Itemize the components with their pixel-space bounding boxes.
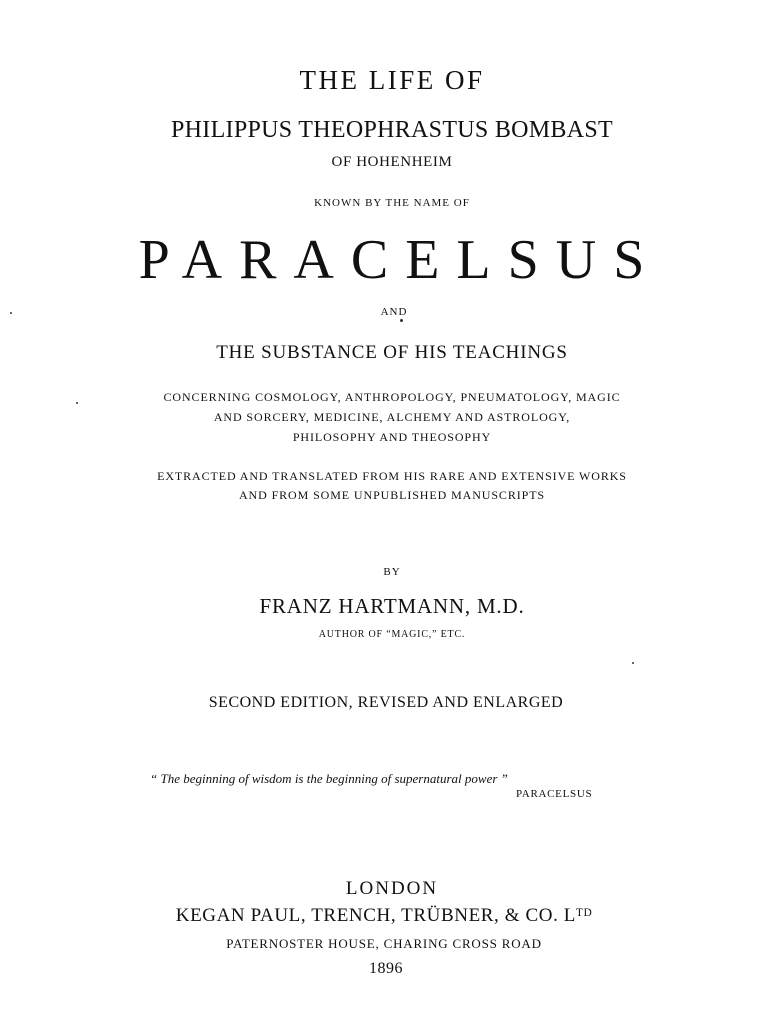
author-credits: AUTHOR OF “MAGIC,” ETC. xyxy=(318,629,466,640)
author-name: FRANZ HARTMANN, M.D. xyxy=(259,594,525,618)
main-name-heading: PARACELSUS xyxy=(138,229,662,291)
print-speck xyxy=(632,662,634,664)
concerning-line: CONCERNING COSMOLOGY, ANTHROPOLOGY, PNEUMATOLOGY, MAGIC xyxy=(163,390,621,404)
edition-line: SECOND EDITION, REVISED AND ENLARGED xyxy=(208,694,564,711)
imprint-year: 1896 xyxy=(369,960,403,977)
print-speck xyxy=(76,402,78,404)
motto-quote: “ The beginning of wisdom is the beginning of supernatural power ” xyxy=(150,771,508,786)
extracted-line: AND FROM SOME UNPUBLISHED MANUSCRIPTS xyxy=(238,488,545,502)
imprint-address: PATERNOSTER HOUSE, CHARING CROSS ROAD xyxy=(226,936,542,951)
print-speck xyxy=(400,319,403,322)
extracted-line: EXTRACTED AND TRANSLATED FROM HIS RARE AND EXTENSIVE WORKS xyxy=(157,469,627,483)
title-line: THE LIFE OF xyxy=(299,65,485,95)
by-line: BY xyxy=(383,566,401,578)
and-line: AND xyxy=(380,306,408,318)
imprint-publisher: KEGAN PAUL, TRENCH, TRÜBNER, & CO. Lᵀᴰ xyxy=(175,905,593,926)
concerning-line: AND SORCERY, MEDICINE, ALCHEMY AND ASTROLOGY, xyxy=(213,410,571,424)
teachings-heading: THE SUBSTANCE OF HIS TEACHINGS xyxy=(216,342,568,363)
print-speck xyxy=(10,312,12,314)
concerning-line: PHILOSOPHY AND THEOSOPHY xyxy=(292,430,492,444)
known-by-line: KNOWN BY THE NAME OF xyxy=(314,197,470,209)
imprint-city: LONDON xyxy=(345,878,439,899)
motto-attribution: PARACELSUS xyxy=(516,788,593,800)
subject-name: PHILIPPUS THEOPHRASTUS BOMBAST xyxy=(171,117,613,143)
subject-of-line: OF HOHENHEIM xyxy=(331,154,453,170)
